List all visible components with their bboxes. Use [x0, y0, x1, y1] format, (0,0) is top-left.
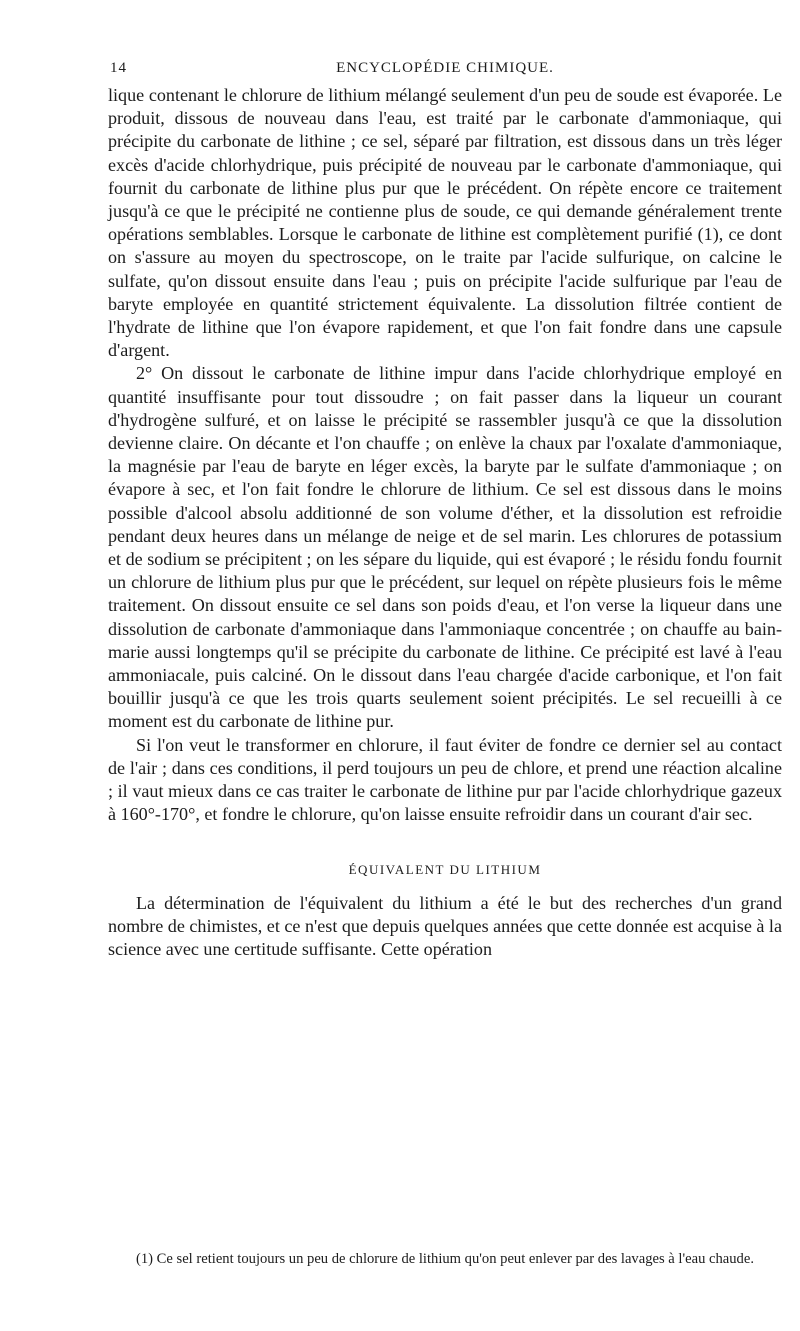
section-heading: ÉQUIVALENT DU LITHIUM: [348, 861, 542, 877]
footnote-1: (1) Ce sel retient toujours un peu de chlorure de lithium qu'on peut enlever par des lavages à l'eau chaude.: [136, 1251, 754, 1267]
running-title: ENCYCLOPÉDIE CHIMIQUE.: [336, 60, 554, 76]
body-text: [108, 84, 782, 961]
paragraph-1: lique contenant le chlorure de lithium mélangé seulement d'un peu de soude est évaporée. Le produit, dissous de nouveau dans l'eau, est traité par le carbonate d'ammoniaque, qui précipite du carbonate de lithine ; ce sel, séparé par filtration, est dissous dans un très léger excès d'acide chlorhydrique, puis précipité de nouveau par le carbonate d'ammoniaque, qui fournit du carbonate de lithine plus pur que le précédent. On répète encore ce traitement jusqu'à ce que le précipité ne contienne plus de soude, ce qui demande généralement trente opérations semblables. Lorsque le carbonate de lithine est complètement purifié (1), ce dont on s'assure au moyen du spectroscope, on le traite par l'acide sulfurique, on calcine le sulfate, qu'on dissout ensuite dans l'eau ; puis on précipite l'acide sulfurique par l'eau de baryte employée en quantité strictement équivalente. La dissolution filtrée contient de l'hydrate de lithine que l'on évapore rapidement, et que l'on fait fondre dans une capsule d'argent.: [108, 85, 782, 361]
section-paragraph: La détermination de l'équivalent du lithium a été le but des recherches d'un grand nombre de chimistes, et ce n'est que depuis quelques années que cette donnée est acquise à la science avec une certitude suffisante. Cette opération: [108, 892, 782, 960]
footnotes: [108, 1250, 782, 1268]
paragraph-3: Si l'on veut le transformer en chlorure, il faut éviter de fondre ce dernier sel au contact de l'air ; dans ces conditions, il perd toujours un peu de chlore, et prend une réaction alcaline ; il vaut mieux dans ce cas traiter le carbonate de lithine pur par l'acide chlorhydrique gazeux à 160°-170°, et fondre le chlorure, qu'on laisse ensuite refroidir dans un courant d'air sec.: [108, 734, 782, 825]
page-header: [110, 60, 780, 82]
paragraph-2: 2° On dissout le carbonate de lithine impur dans l'acide chlorhydrique employé en quantité insuffisante pour tout dissoudre ; on fait passer dans la liqueur un courant d'hydrogène sulfuré, et on laisse le précipité se rassembler jusqu'à ce que la dissolution devienne claire. On décante et l'on chauffe ; on enlève la chaux par l'oxalate d'ammoniaque, la magnésie par l'eau de baryte en léger excès, la baryte par le sulfate d'ammoniaque ; on évapore à sec, et l'on fait fondre le chlorure de lithium. Ce sel est dissous dans le moins possible d'alcool absolu additionné de son volume d'éther, et la dissolution est refroidie pendant deux heures dans un mélange de neige et de sel marin. Les chlorures de potassium et de sodium se précipitent ; on les sépare du liquide, qui est évaporé ; le résidu fondu fournit un chlorure de lithium plus pur que le précédent, sur lequel on répète plusieurs fois le même traitement. On dissout ensuite ce sel dans son poids d'eau, et l'on verse la liqueur dans une dissolution de carbonate d'ammoniaque dans l'ammoniaque concentrée ; on chauffe au bain-marie aussi longtemps qu'il se précipite du carbonate de lithine. Ce précipité est lavé à l'eau ammoniacale, puis calciné. On le dissout dans l'eau chargée d'acide carbonique, et l'on fait bouillir jusqu'à ce que les trois quarts seulement soient précipités. Le sel recueilli à ce moment est du carbonate de lithine pur.: [108, 363, 782, 732]
page-number: 14: [110, 60, 127, 76]
